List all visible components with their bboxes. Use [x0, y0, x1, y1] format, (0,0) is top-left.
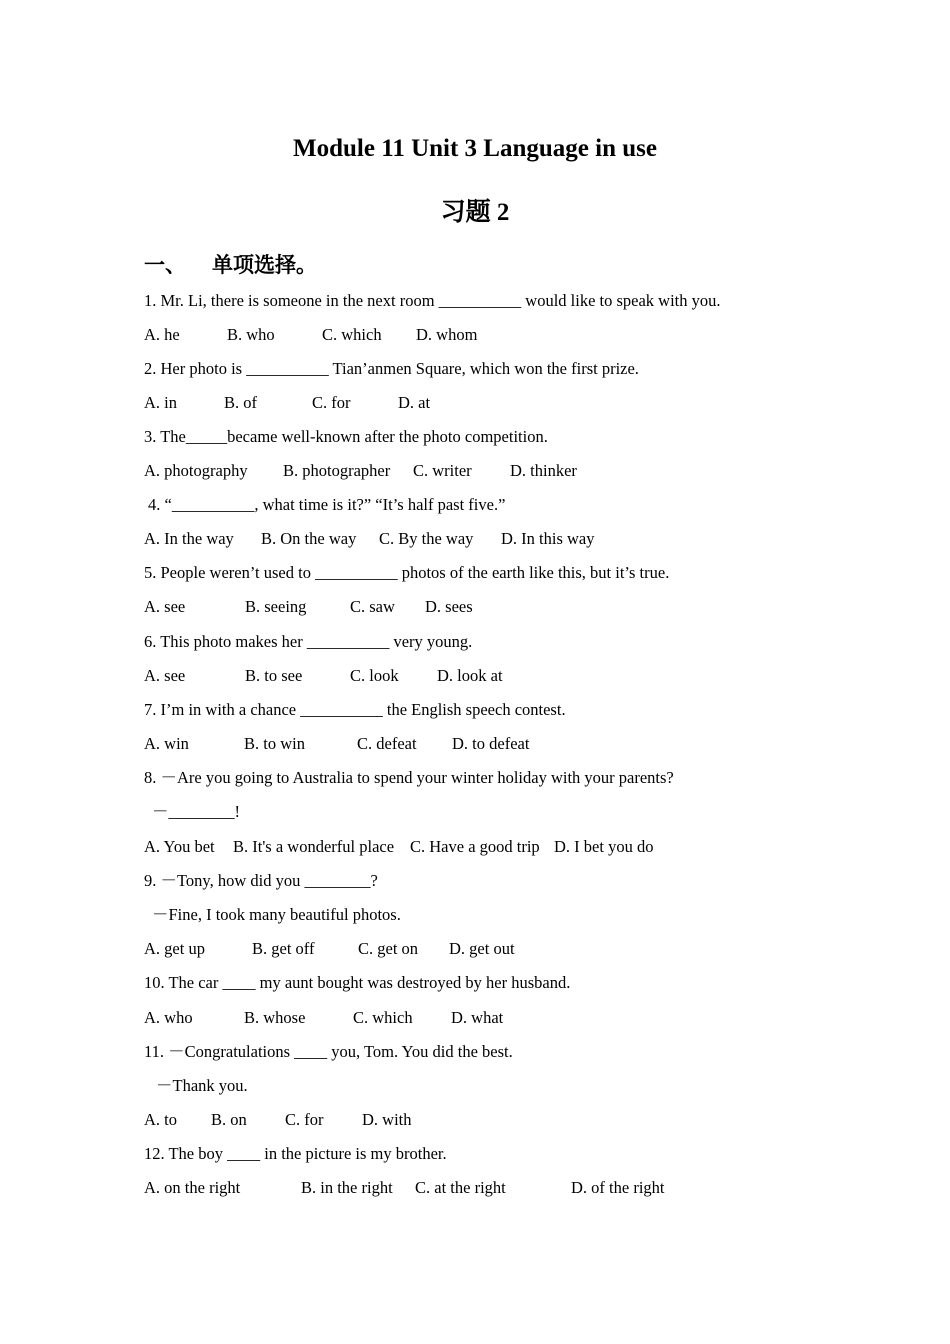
option-d: D. I bet you do — [554, 837, 654, 856]
option-a: A. who — [144, 1008, 193, 1027]
question-text: 4. “__________, what time is it?” “It’s half past five.” — [148, 495, 506, 514]
option-c: C. By the way — [379, 529, 474, 548]
section-heading — [144, 252, 317, 278]
section-label: 单项选择。 — [212, 253, 317, 277]
option-c: C. for — [312, 393, 351, 412]
option-b: B. It's a wonderful place — [233, 837, 395, 856]
option-c: C. which — [353, 1008, 413, 1027]
option-d: D. of the right — [571, 1178, 665, 1197]
option-b: B. to see — [245, 666, 303, 685]
option-b: B. photographer — [283, 461, 391, 480]
section-number: 一、 — [144, 253, 186, 277]
question-text: 3. The_____became well-known after the photo competition. — [144, 427, 548, 446]
option-c: C. writer — [413, 461, 472, 480]
page-title: Module 11 Unit 3 Language in use — [293, 135, 657, 162]
option-c: C. get on — [358, 939, 419, 958]
option-a: A. in — [144, 393, 177, 412]
option-c: C. which — [322, 325, 382, 344]
option-c: C. at the right — [415, 1178, 506, 1197]
question-text: 6. This photo makes her __________ very young. — [144, 632, 473, 651]
option-a: A. see — [144, 597, 186, 616]
option-d: D. sees — [425, 597, 473, 616]
option-d: D. look at — [437, 666, 503, 685]
question-text: 8. －Are you going to Australia to spend your winter holiday with your parents? — [144, 768, 674, 787]
option-c: C. defeat — [357, 734, 417, 753]
option-b: B. on — [211, 1110, 247, 1129]
option-c: C. saw — [350, 597, 395, 616]
option-b: B. to win — [244, 734, 305, 753]
option-d: D. at — [398, 393, 431, 412]
option-a: A. he — [144, 325, 180, 344]
option-b: B. get off — [252, 939, 315, 958]
option-b: B. who — [227, 325, 275, 344]
option-a: A. to — [144, 1110, 177, 1129]
question-response: －________! — [152, 802, 240, 821]
option-c: C. Have a good trip — [410, 837, 540, 856]
option-b: B. of — [224, 393, 257, 412]
question-text: 1. Mr. Li, there is someone in the next room __________ would like to speak with you. — [144, 291, 721, 310]
option-b: B. in the right — [301, 1178, 393, 1197]
question-text: 11. －Congratulations ____ you, Tom. You did the best. — [144, 1042, 513, 1061]
question-text: 9. －Tony, how did you ________? — [144, 871, 378, 890]
option-c: C. look — [350, 666, 399, 685]
option-b: B. whose — [244, 1008, 306, 1027]
option-b: B. On the way — [261, 529, 357, 548]
option-d: D. get out — [449, 939, 515, 958]
option-a: A. photography — [144, 461, 248, 480]
option-a: A. In the way — [144, 529, 234, 548]
option-a: A. get up — [144, 939, 205, 958]
option-a: A. You bet — [144, 837, 215, 856]
option-d: D. with — [362, 1110, 412, 1129]
question-text: 5. People weren’t used to __________ photos of the earth like this, but it’s true. — [144, 563, 670, 582]
question-text: 2. Her photo is __________ Tian’anmen Square, which won the first prize. — [144, 359, 639, 378]
option-a: A. win — [144, 734, 189, 753]
option-c: C. for — [285, 1110, 324, 1129]
option-d: D. what — [451, 1008, 504, 1027]
option-d: D. In this way — [501, 529, 595, 548]
option-a: A. on the right — [144, 1178, 241, 1197]
question-response: －Fine, I took many beautiful photos. — [152, 905, 401, 924]
question-text: 10. The car ____ my aunt bought was destroyed by her husband. — [144, 973, 571, 992]
option-d: D. whom — [416, 325, 478, 344]
option-d: D. to defeat — [452, 734, 530, 753]
question-response: －Thank you. — [156, 1076, 248, 1095]
page-subtitle: 习题 2 — [440, 199, 510, 226]
option-a: A. see — [144, 666, 186, 685]
option-d: D. thinker — [510, 461, 577, 480]
question-text: 7. I’m in with a chance __________ the English speech contest. — [144, 700, 566, 719]
question-text: 12. The boy ____ in the picture is my brother. — [144, 1144, 447, 1163]
option-b: B. seeing — [245, 597, 307, 616]
